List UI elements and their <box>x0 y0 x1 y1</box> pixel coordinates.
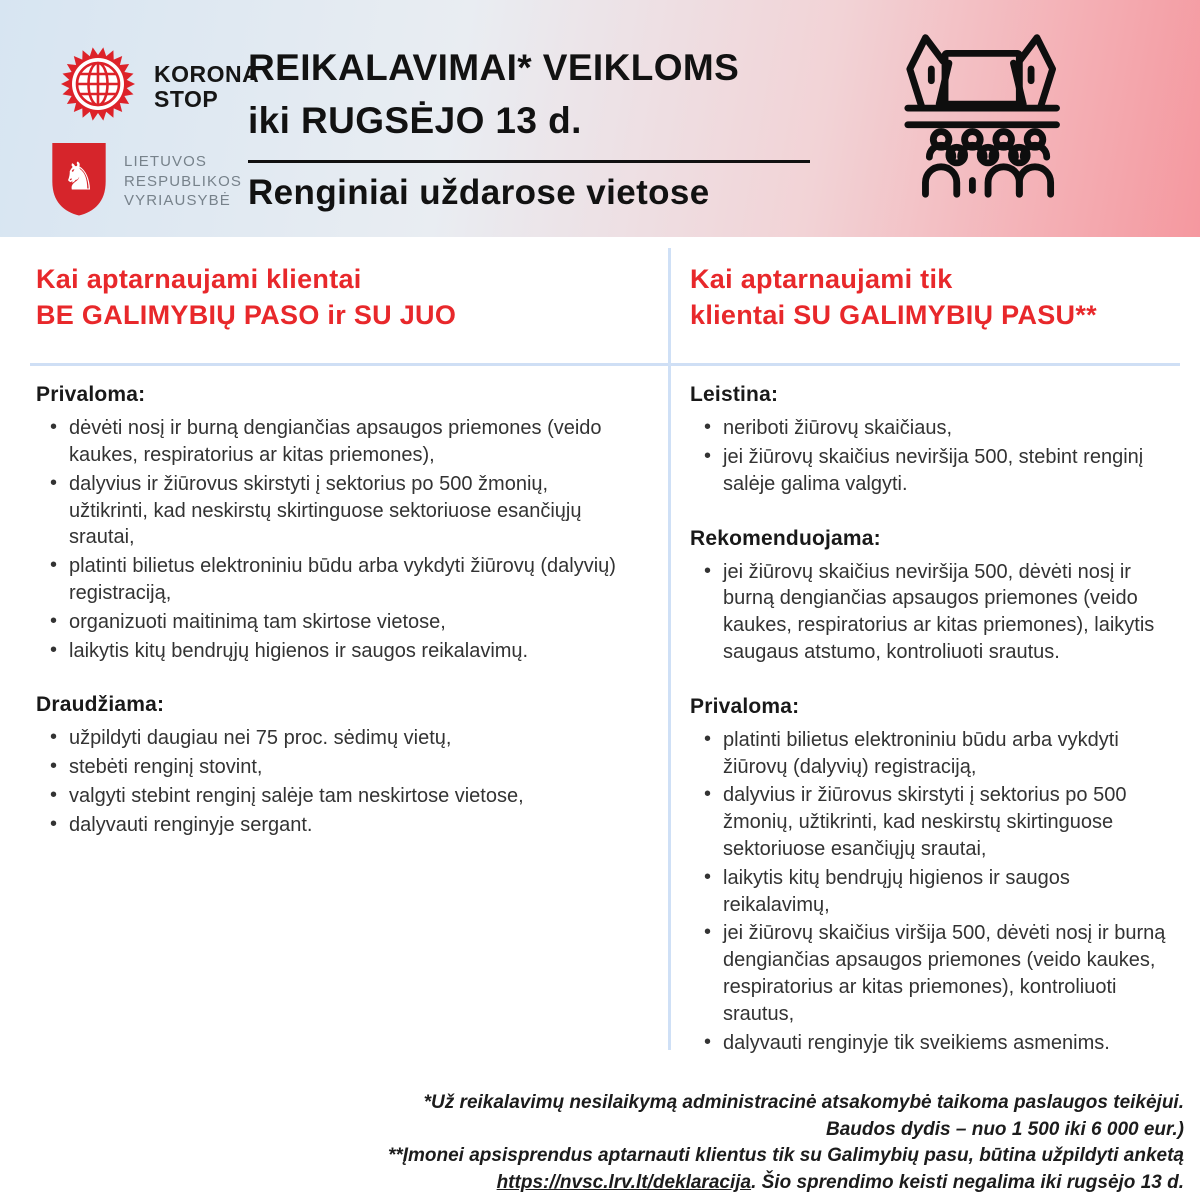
section-title: Privaloma: <box>690 694 800 718</box>
korona-label-line1: KORONA <box>154 61 260 88</box>
column-heading-line2: BE GALIMYBIŲ PASO ir SU JUO <box>36 299 457 330</box>
bullet-item: • neriboti žiūrovų skaičiaus, <box>690 415 1168 442</box>
column-body <box>36 383 628 838</box>
bullet-item: • dalyvius ir žiūrovus skirstyti į sektorius po 500 žmonių, užtikrinti, kad neskirstų skirtinguose sektoriuose esančiųjų srautai, <box>36 471 628 551</box>
column-without-pass <box>36 262 628 868</box>
vytis-shield-icon <box>50 140 108 223</box>
section-title: Leistina: <box>690 383 779 407</box>
title-block <box>248 42 810 213</box>
footnote-line2: Baudos dydis – nuo 1 500 iki 6 000 eur.) <box>826 1118 1184 1140</box>
footnote-line1: *Už reikalavimų nesilaikymą administracinė atsakomybė taikoma paslaugos teikėjui. <box>423 1092 1184 1113</box>
bullet-item: • dalyvauti renginyje tik sveikiems asmenims. <box>690 1030 1168 1057</box>
bullet-item: • užpildyti daugiau nei 75 proc. sėdimų vietų, <box>36 725 628 752</box>
column-heading-line1: Kai aptarnaujami klientai <box>36 264 362 294</box>
bullet-item: • platinti bilietus elektroniniu būdu arba vykdyti žiūrovų (dalyvių) registraciją, <box>36 553 628 607</box>
bullet-item: • dalyvauti renginyje sergant. <box>36 812 628 839</box>
rules-section <box>690 527 1168 666</box>
rules-section <box>36 693 628 838</box>
gov-label-line2: RESPUBLIKOS <box>124 172 242 190</box>
bullet-list <box>690 727 1168 1057</box>
bullet-item: • jei žiūrovų skaičius neviršija 500, stebint renginį salėje galima valgyti. <box>690 444 1168 498</box>
rules-section <box>690 695 1168 1057</box>
bullet-list <box>690 559 1168 666</box>
rules-section <box>690 383 1168 497</box>
footnote-line4 <box>154 1170 1184 1197</box>
page-subtitle: Renginiai uždarose vietose <box>248 173 710 213</box>
footnotes <box>154 1090 1184 1196</box>
stage-audience-icon <box>902 26 1078 207</box>
government-logo <box>50 140 242 223</box>
rules-section <box>36 383 628 664</box>
bullet-item: • stebėti renginį stovint, <box>36 754 628 781</box>
bullet-item: • platinti bilietus elektroniniu būdu arba vykdyti žiūrovų (dalyvių) registraciją, <box>690 727 1168 781</box>
title-underline <box>248 160 810 163</box>
bullet-item: • organizuoti maitinimą tam skirtose vietose, <box>36 609 628 636</box>
column-heading-line2: klientai SU GALIMYBIŲ PASU** <box>690 299 1097 330</box>
bullet-item: • laikytis kitų bendrųjų higienos ir saugos reikalavimų, <box>690 865 1168 919</box>
declaration-link[interactable]: https://nvsc.lrv.lt/deklaracija <box>496 1171 752 1193</box>
column-heading-with-pass <box>690 262 1168 333</box>
header <box>0 0 1200 237</box>
section-title: Draudžiama: <box>36 693 165 717</box>
vertical-divider <box>668 248 671 1050</box>
page-title-line2: iki RUGSĖJO 13 d. <box>248 99 582 141</box>
bullet-item: • dalyvius ir žiūrovus skirstyti į sektorius po 500 žmonių, užtikrinti, kad neskirstų skirtinguose sektoriuose esančiųjų srautai, <box>690 782 1168 862</box>
korona-label-line2: STOP <box>154 85 219 112</box>
korona-stop-label <box>154 62 259 110</box>
bullet-item: • dėvėti nosį ir burną dengiančias apsaugos priemones (veido kaukes, respiratorius ar kitas priemones), <box>36 415 628 469</box>
bullet-item: • jei žiūrovų skaičius viršija 500, dėvėti nosį ir burną dengiančias apsaugos priemones (veido kaukes, respiratorius ar kitas priemones), kontroliuoti srautus, <box>690 920 1168 1027</box>
gov-label-line1: LIETUVOS <box>124 153 207 171</box>
column-heading-without-pass <box>36 262 628 333</box>
page-title-line1: REIKALAVIMAI* VEIKLOMS <box>248 47 740 88</box>
section-title: Privaloma: <box>36 383 146 407</box>
section-title: Rekomenduojama: <box>690 526 881 550</box>
column-body <box>690 383 1168 1056</box>
column-heading-line1: Kai aptarnaujami tik <box>690 264 953 294</box>
bullet-list <box>36 415 628 664</box>
column-with-pass <box>690 262 1168 1085</box>
bullet-list <box>690 415 1168 497</box>
bullet-list <box>36 725 628 838</box>
bullet-item: • jei žiūrovų skaičius neviršija 500, dėvėti nosį ir burną dengiančias apsaugos priemones (veido kaukes, respiratorius ar kitas priemones), laikytis saugaus atstumo, kontroliuoti srautus. <box>690 559 1168 666</box>
korona-stop-logo <box>58 44 259 129</box>
page-title <box>248 42 810 147</box>
government-label <box>124 152 242 211</box>
svg-text:♞: ♞ <box>61 154 97 200</box>
bullet-item: • laikytis kitų bendrųjų higienos ir saugos reikalavimų. <box>36 638 628 665</box>
footnote-line4-rest: . Šio sprendimo keisti negalima iki rugsėjo 13 d. <box>751 1171 1184 1193</box>
footnote-line3: **Įmonei apsisprendus aptarnauti klientus tik su Galimybių pasu, būtina užpildyti anketą <box>387 1145 1184 1167</box>
virus-sunburst-globe-icon <box>58 44 138 129</box>
bullet-item: • valgyti stebint renginį salėje tam neskirtose vietose, <box>36 783 628 810</box>
gov-label-line3: VYRIAUSYBĖ <box>124 192 231 210</box>
